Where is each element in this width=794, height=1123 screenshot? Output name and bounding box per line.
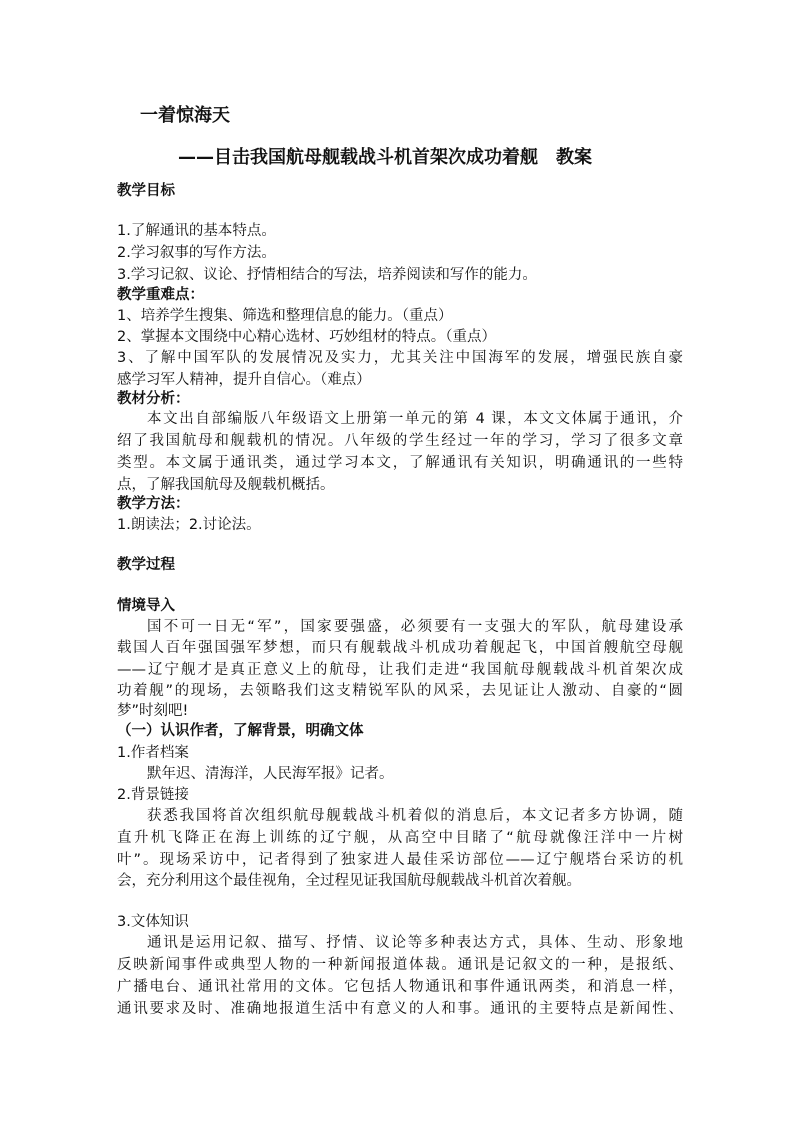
analysis-heading: 教材分析： — [117, 391, 190, 407]
process-heading: 教学过程 — [117, 557, 175, 573]
genre-line: 通讯要求及时、准确地报道生活中有意义的人和事。通讯的主要特点是新闻性、 — [117, 1001, 683, 1017]
key-point-item: 3、了解中国军队的发展情况及实力，尤其关注中国海军的发展，增强民族自豪 — [117, 350, 683, 366]
objectives-heading: 教学目标 — [117, 183, 175, 199]
background-line: 叶”。现场采访中，记者得到了独家进人最佳采访部位——辽宁舰塔台采访的机 — [117, 852, 683, 868]
intro-line: 载国人百年强国强军梦想，而只有舰载战斗机成功着舰起飞，中国首艘航空母舰 — [117, 640, 683, 656]
analysis-line: 类型。本文属于通讯类，通过学习本文，了解通讯有关知识，明确通讯的一些特 — [117, 455, 683, 471]
intro-line: 功着舰”的现场，去领略我们这支精锐军队的风采，去见证让人激动、自豪的“圆 — [117, 683, 683, 699]
genre-line: 通讯是运用记叙、描写、抒情、议论等多种表达方式，具体、生动、形象地 — [147, 935, 683, 951]
methods-text: 1.朗读法；2.讨论法。 — [117, 517, 261, 533]
author-heading: 1.作者档案 — [117, 745, 189, 761]
intro-line: 梦”时刻吧! — [117, 703, 189, 719]
analysis-line: 本文出自部编版八年级语文上册第一单元的第 4 课，本文文体属于通讯，介 — [147, 411, 683, 427]
key-points-heading: 教学重难点： — [117, 287, 204, 303]
background-heading: 2.背景链接 — [117, 787, 189, 803]
background-line: 会，充分利用这个最佳视角，全过程见证我国航母舰载战斗机首次着舰。 — [117, 873, 581, 889]
genre-line: 反映新闻事件或典型人物的一种新闻报道体裁。通讯是记叙文的一种，是报纸、 — [117, 957, 683, 973]
objective-item: 2.学习叙事的写作方法。 — [117, 245, 276, 261]
key-point-item: 2、掌握本文围绕中心精心选材、巧妙组材的特点。（重点） — [117, 329, 496, 345]
author-text: 默年迟、清海洋，人民海军报》记者。 — [147, 766, 394, 782]
document-title: 一着惊海天 — [140, 105, 230, 126]
intro-line: ——辽宁舰才是真正意义上的航母，让我们走进“我国航母舰载战斗机首架次成 — [117, 662, 683, 678]
intro-line: 国不可一日无“军”，国家要强盛，必须要有一支强大的军队，航母建设承 — [147, 619, 683, 635]
genre-heading: 3.文体知识 — [117, 914, 189, 930]
methods-heading: 教学方法： — [117, 496, 190, 512]
background-line: 获悉我国将首次组织航母舰载战斗机着似的消息后，本文记者多方协调，随 — [147, 808, 683, 824]
objective-item: 1.了解通讯的基本特点。 — [117, 223, 276, 239]
document-subtitle: ——目击我国航母舰载战斗机首架次成功着舰 教案 — [178, 147, 592, 168]
objective-item: 3.学习记叙、议论、抒情相结合的写法，培养阅读和写作的能力。 — [117, 267, 537, 283]
genre-line: 广播电台、通讯社常用的文体。它包括人物通讯和事件通讯两类，和消息一样， — [117, 979, 683, 995]
analysis-line: 点，了解我国航母及舰载机概括。 — [117, 477, 335, 493]
section1-heading: （一）认识作者，了解背景，明确文体 — [117, 723, 364, 739]
intro-heading: 情境导入 — [117, 598, 175, 614]
key-point-item: 1、培养学生搜集、筛选和整理信息的能力。（重点） — [117, 308, 453, 324]
background-line: 直升机飞降正在海上训练的辽宁舰，从高空中目睹了“航母就像汪洋中一片树 — [117, 830, 683, 846]
analysis-line: 绍了我国航母和舰载机的情况。八年级的学生经过一年的学习，学习了很多文章 — [117, 433, 683, 449]
key-point-item: 感学习军人精神，提升自信心。（难点） — [117, 372, 371, 388]
